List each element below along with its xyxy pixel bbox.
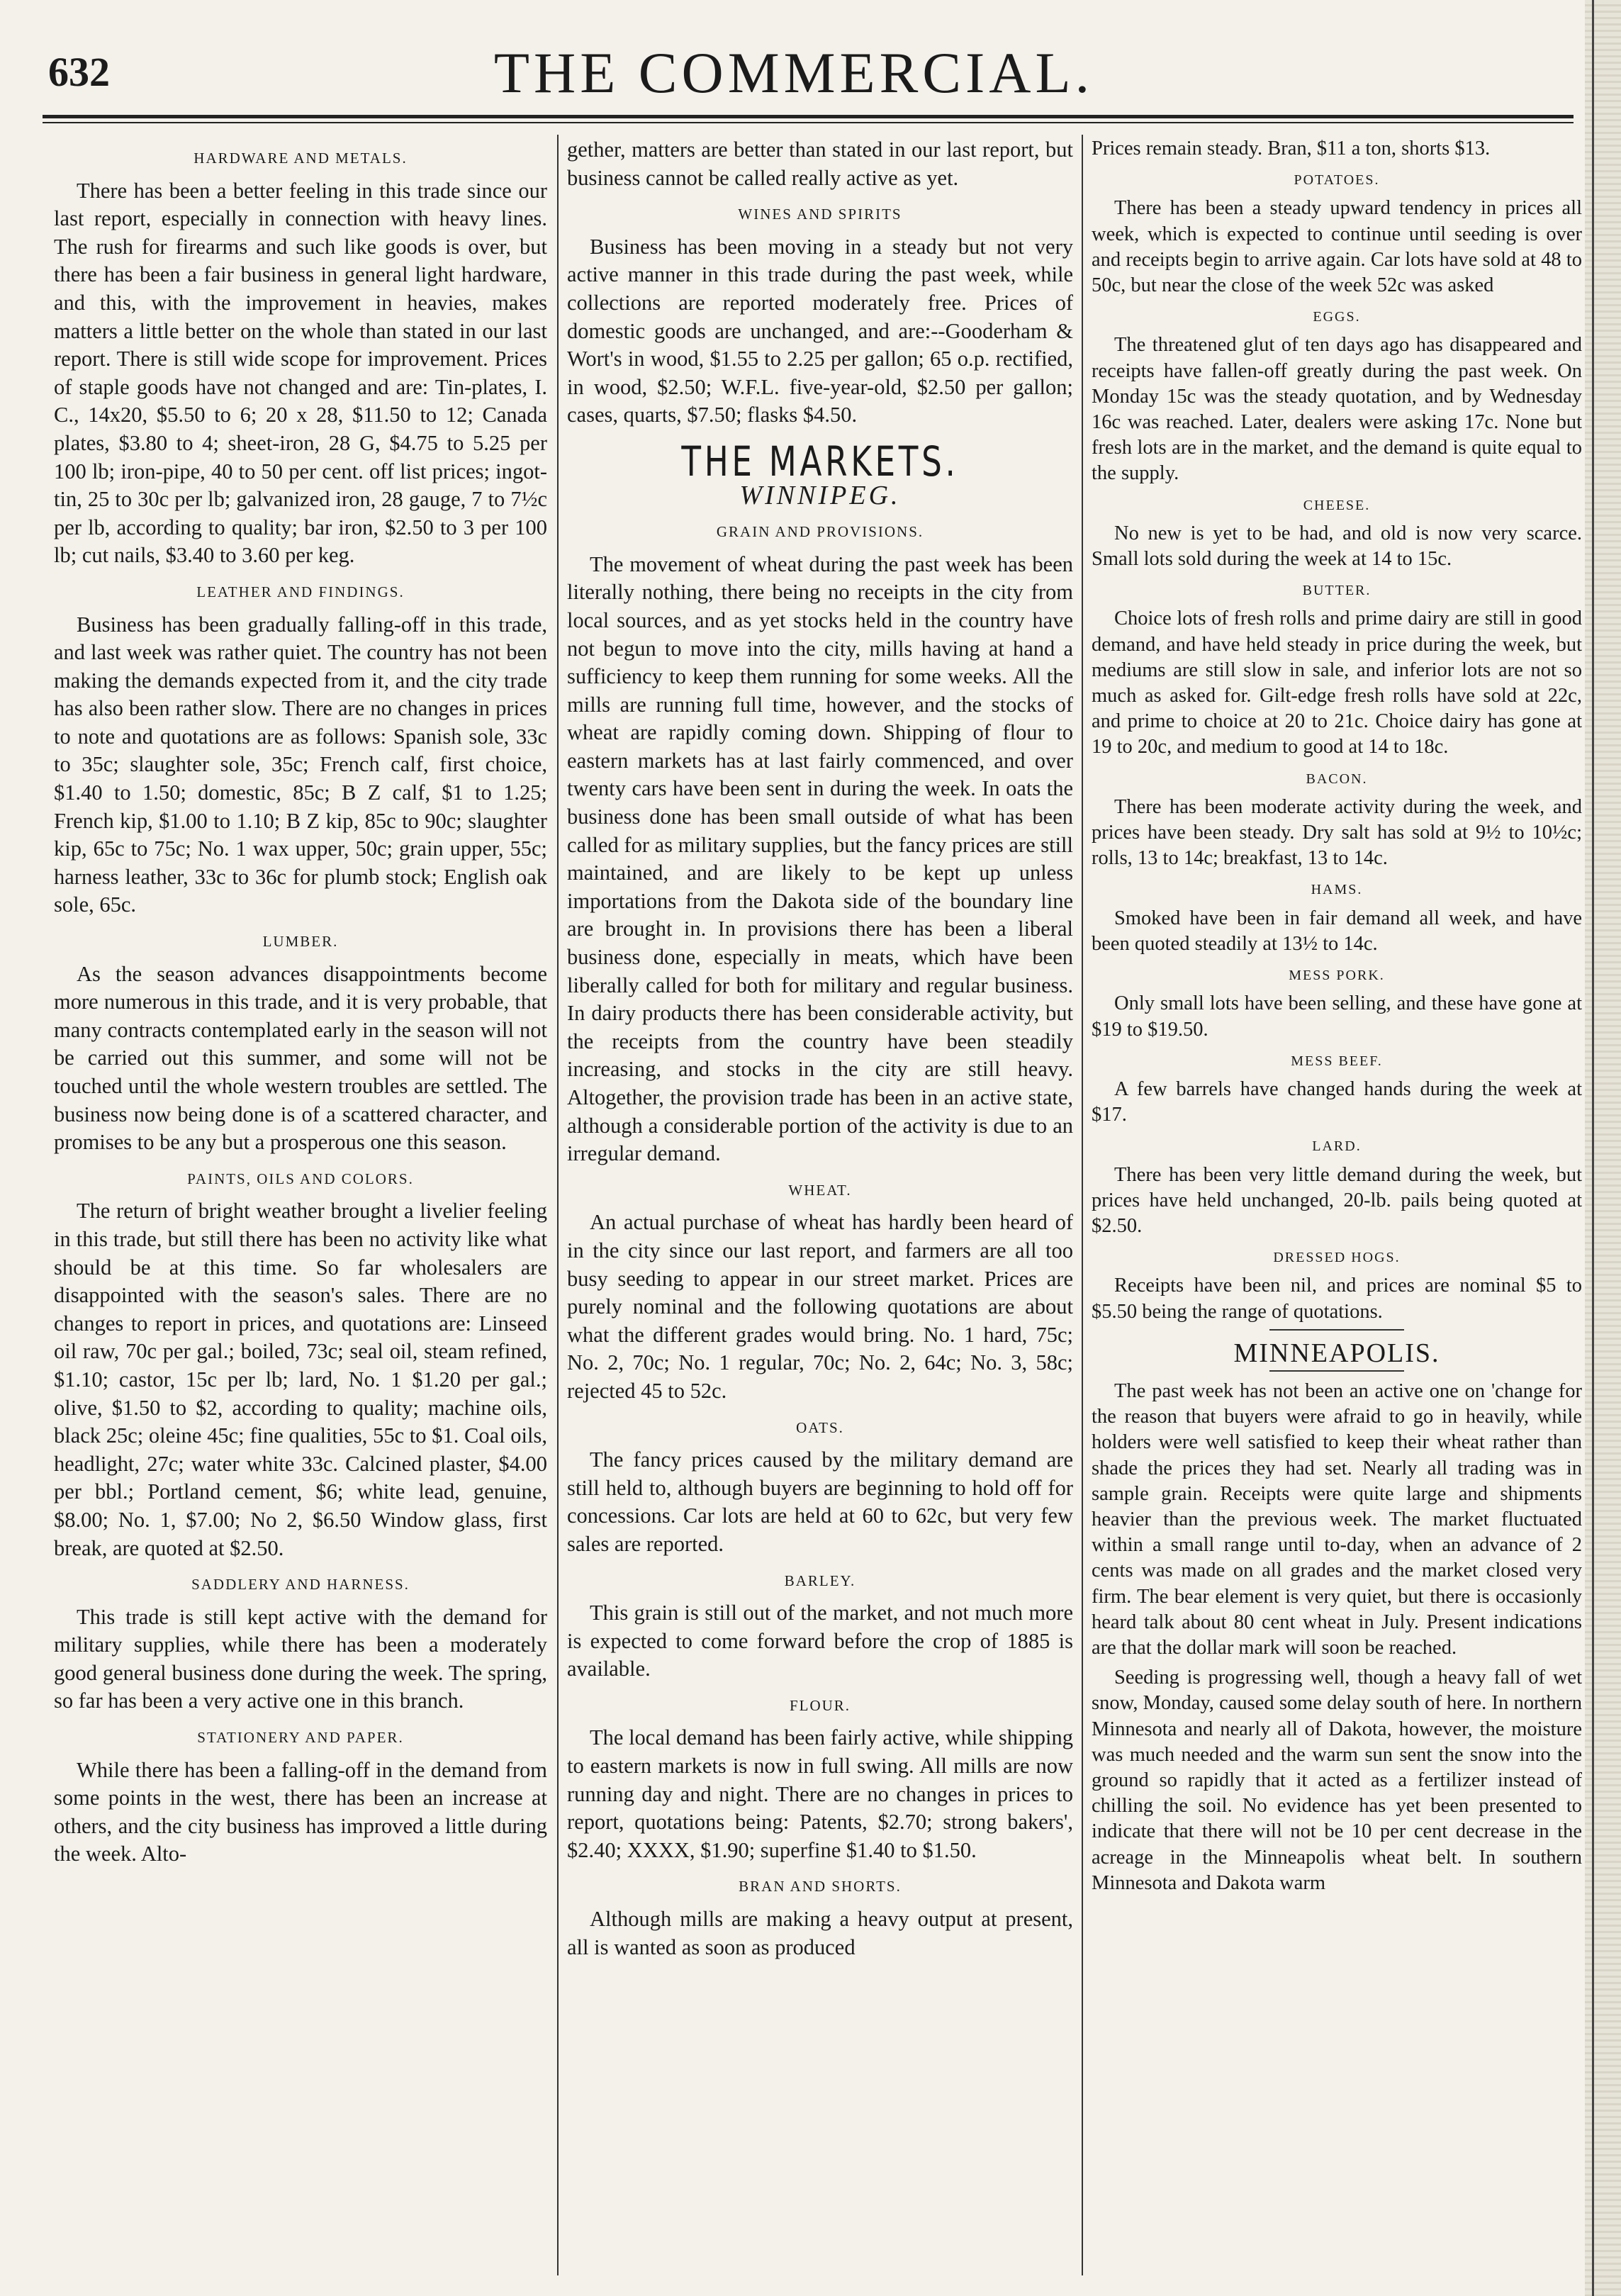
- section-heading: SADDLERY AND HARNESS.: [191, 1576, 410, 1594]
- column-divider: [1082, 135, 1083, 2275]
- article-paragraph: There has been a steady upward tendency in prices all week, which is expected to continue until seeding is over and receipts begin to arrive again. Car lots have sold at 48 to 50c, but near the close of the week 52c was asked: [1092, 197, 1582, 297]
- section-heading: OATS.: [796, 1418, 844, 1436]
- section-heading: WINES AND SPIRITS: [738, 206, 902, 223]
- adjacent-page-edge: [1585, 0, 1621, 2296]
- article-paragraph: While there has been a falling-off in the demand from some points in the west, there has been an increase at others, and the city business has improved a little during the week. Alto-: [54, 1757, 547, 1866]
- article-paragraph: This trade is still kept active with the demand for military supplies, while there has been a moderately good general business done during the week. The spring, so far has been a very active one in this branch.: [54, 1604, 547, 1713]
- section-heading: WHEAT.: [788, 1181, 852, 1199]
- article-paragraph: Business has been gradually falling-off in this trade, and last week was rather quiet. The country has not been making the demands expected from it, and the city trade has also been rather slow. There are no changes in prices to note and quotations are as follows: Spanish sole, 33c to 35c; slaughter sole, 35c; French calf, first choice, $1.40 to 1.50; domestic, 85c; B Z calf, $1 to 1.25; French kip, $1.00 to 1.10; B Z kip, 85c to 90c; slaughter kip, 65c to 75c; No. 1 wax upper, 50c; grain upper, 55c; harness leather, 33c to 36c for plumb stock; English oak sole, 65c.: [54, 612, 547, 917]
- section-rule: [1269, 1329, 1404, 1331]
- article-paragraph: The local demand has been fairly active, while shipping to eastern markets is now in full swing. All mills are now running day and night. There are no changes in prices to report, quotations being: Patents, $2.70; strong bakers', $2.40; XXXX, $1.90; superfine $1.40 to $1.50.: [567, 1725, 1073, 1862]
- column-divider: [557, 135, 559, 2275]
- page-edge-rule: [1592, 0, 1594, 2296]
- section-rule: [1269, 1370, 1404, 1372]
- article-paragraph: The threatened glut of ten days ago has disappeared and receipts have fallen-off greatly during the past week. On Monday 15c was the steady quotation, and by Wednesday 16c was reached. Later, dealers were asking 17c. None but fresh lots are in the market, and the demand is quite equal to the supply.: [1092, 334, 1582, 485]
- article-paragraph: Business has been moving in a steady but not very active manner in this trade during the past week, while collections are reported moderately free. Prices of domestic goods are unchanged, and are:--Gooderham & Wort's in wood, $1.55 to 2.25 per gallon; 65 o.p. rectified, in wood, $2.50; W.F.L. five-year-old, $2.50 per gallon; cases, quarts, $7.50; flasks $4.50.: [567, 234, 1073, 427]
- section-heading: POTATOES.: [1294, 172, 1380, 189]
- city-heading-minneapolis: MINNEAPOLIS.: [1233, 1338, 1440, 1368]
- section-heading: HAMS.: [1311, 882, 1363, 898]
- header-rule: [43, 115, 1574, 118]
- article-paragraph: Choice lots of fresh rolls and prime dairy are still in good demand, and have held steady in price during the week, but mediums are still slow in sale, and inferior lots are not so much as asked for. Gilt-edge fresh rolls have sold at 22c, and prime to choice at 20 to 21c. Choice dairy has gone at 19 to 20c, and medium to good at 14 to 18c.: [1092, 607, 1582, 758]
- article-paragraph: There has been very little demand during the week, but prices have held unchanged, 20-lb. pails being quoted at $2.50.: [1092, 1163, 1582, 1237]
- article-paragraph: Smoked have been in fair demand all week, and have been quoted steadily at 13½ to 14c.: [1092, 907, 1582, 955]
- article-paragraph: There has been moderate activity during the week, and prices have been steady. Dry salt has sold at 9½ to 10½c; rolls, 13 to 14c; breakfast, 13 to 14c.: [1092, 795, 1582, 870]
- section-heading: GRAIN AND PROVISIONS.: [716, 523, 924, 541]
- section-heading: BARLEY.: [784, 1572, 856, 1589]
- section-heading: STATIONERY AND PAPER.: [197, 1729, 404, 1747]
- article-paragraph: The movement of wheat during the past week has been literally nothing, there being no receipts in the city from local sources, and as yet stocks held in the country have not begun to move into the city, mills having at hand a sufficiency to keep them running for some weeks. All the mills are running full time, however, and the stocks of wheat are rapidly coming down. Shipping of flour to eastern markets has at last fairly commenced, and over twenty cars have been sent in during the week. In oats the business done has been small outside of what has been called for as military supplies, but the fancy prices are still maintained, and are likely to be kept up unless importations from the Dakota side of the boundary line are brought in. In provisions there has been a liberal business done, especially in meats, which have been liberally called for both for military and regular business. In dairy products there has been considerable activity, but the receipts from the country have been steadily increasing, and stocks in the city are still heavy. Altogether, the provision trade has been in an active state, although a considerable portion of the activity is due to an irregular demand.: [567, 551, 1073, 1166]
- section-heading: BACON.: [1306, 771, 1368, 787]
- article-paragraph: Receipts have been nil, and prices are nominal $5 to $5.50 being the range of quotations.: [1092, 1275, 1582, 1323]
- section-heading: BRAN AND SHORTS.: [739, 1878, 902, 1895]
- section-heading: FLOUR.: [789, 1696, 851, 1714]
- article-paragraph: The return of bright weather brought a livelier feeling in this trade, but still there has been no activity like what should be at this time. So far wholesalers are disappointed with the season's sales. There are no changes to report in prices, and quotations are: Linseed oil raw, 70c per gal.; boiled, 73c; seal oil, steam refined, $1.10; castor, 15c per lb; lard, No. 1 $1.20 per gal.; olive, $1.50 to $2, according to quality; machine oils, black 25c; oleine 45c; fine qualities, 55c to $1. Coal oils, headlight, 27c; water white 33c. Calcined plaster, $4.00 per bbl.; Portland cement, $6; white lead, genuine, $8.00; No. 1, $7.00; No 2, $6.50 Window glass, first break, are quoted at $2.50.: [54, 1199, 547, 1560]
- article-paragraph: As the season advances disappointments become more numerous in this trade, and it is very probable, that many contracts contemplated early in the season will not be carried out this summer, and some will not be touched until the whole western troubles are settled. The business now being done is of a scattered character, and promises to be any but a prosperous one this season.: [54, 961, 547, 1155]
- masthead-title: THE COMMERCIAL.: [493, 40, 1094, 105]
- section-heading: MESS PORK.: [1289, 968, 1385, 984]
- article-paragraph: Seeding is progressing well, though a heavy fall of wet snow, Monday, caused some delay south of here. In northern Minnesota and nearly all of Dakota, however, the moisture was much needed and the warm sun sent the snow into the ground so rapidly that it acted as a fertilizer instead of chilling the soil. No evidence has yet been presented to indicate that there will not be 10 per cent decrease in the acreage in the Minneapolis wheat belt. In southern Minnesota and Dakota warm: [1092, 1667, 1582, 1894]
- article-paragraph: An actual purchase of wheat has hardly been heard of in the city since our last report, and farmers are all too busy seeding to appear in our street market. Prices are purely nominal and the following quotations are about what the different grades would bring. No. 1 hard, 75c; No. 2, 70c; No. 1 regular, 70c; No. 2, 64c; No. 3, 58c; rejected 45 to 52c.: [567, 1210, 1073, 1403]
- article-paragraph: Although mills are making a heavy output at present, all is wanted as soon as produced: [567, 1907, 1073, 1959]
- page-header: [43, 34, 1545, 112]
- section-heading: LUMBER.: [262, 933, 339, 951]
- article-paragraph: gether, matters are better than stated in our last report, but business cannot be called really active as yet.: [567, 138, 1073, 190]
- header-rule-thin: [43, 122, 1574, 123]
- section-heading: HARDWARE AND METALS.: [193, 150, 408, 167]
- section-heading: DRESSED HOGS.: [1273, 1250, 1401, 1266]
- section-heading: CHEESE.: [1303, 497, 1371, 513]
- column-two: [567, 136, 1073, 2270]
- city-heading-winnipeg: WINNIPEG.: [739, 480, 901, 510]
- article-paragraph: The fancy prices caused by the military demand are still held to, although buyers are beginning to hold off for concessions. Car lots are held at 60 to 62c, but very few sales are reported.: [567, 1447, 1073, 1556]
- section-heading: MESS BEEF.: [1291, 1053, 1383, 1069]
- article-paragraph: The past week has not been an active one on 'change for the reason that buyers were afraid to go in heavily, while holders were well satisfied to keep their wheat rather than shade the prices they had set. Nearly all trading was in sample grain. Receipts were quite large and shipments heavier than the previous week. The market fluctuated within a small range until to-day, when an advance of 2 cents was made on all grades and the market closed very firm. The bear element is very quiet, but there is occasionly heard talk about 80 cent wheat in July. Present indications are that the dollar mark will soon be reached.: [1092, 1379, 1582, 1659]
- column-three: [1092, 136, 1582, 2270]
- markets-heading: THE MARKETS.: [681, 437, 959, 486]
- page-number: 632: [48, 49, 110, 95]
- section-heading: LARD.: [1312, 1138, 1362, 1155]
- article-paragraph: A few barrels have changed hands during the week at $17.: [1092, 1077, 1582, 1126]
- section-heading: EGGS.: [1313, 309, 1361, 325]
- section-heading: LEATHER AND FINDINGS.: [196, 583, 405, 600]
- article-paragraph: This grain is still out of the market, and not much more is expected to come forward before the crop of 1885 is available.: [567, 1601, 1073, 1681]
- article-paragraph: Only small lots have been selling, and these have gone at $19 to $19.50.: [1092, 992, 1582, 1041]
- section-heading: BUTTER.: [1302, 583, 1372, 599]
- article-paragraph: No new is yet to be had, and old is now very scarce. Small lots sold during the week at 14 to 15c.: [1092, 522, 1582, 571]
- article-paragraph: There has been a better feeling in this trade since our last report, especially in connection with heavy lines. The rush for firearms and such like goods is over, but there has been a fair business in general light hardware, and this, with the improvement in heavies, makes matters a little better on the whole than stated in our last report. There is still wide scope for improvement. Prices of staple goods have not changed and are: Tin-plates, I. C., 14x20, $5.50 to 6; 20 x 28, $11.50 to 12; Canada plates, $3.80 to 4; sheet-iron, 28 G, $4.75 to 5.25 per 100 lb; iron-pipe, 40 to 50 per cent. off list prices; ingot-tin, 25 to 30c per lb; galvanized iron, 28 gauge, 7 to 7½c per lb, according to quality; bar iron, $2.50 to 3 per 100 lb; cut nails, $3.40 to 3.60 per keg.: [54, 178, 547, 568]
- section-heading: PAINTS, OILS AND COLORS.: [187, 1170, 414, 1187]
- article-paragraph: Prices remain steady. Bran, $11 a ton, shorts $13.: [1092, 138, 1491, 159]
- column-one: [54, 136, 547, 2270]
